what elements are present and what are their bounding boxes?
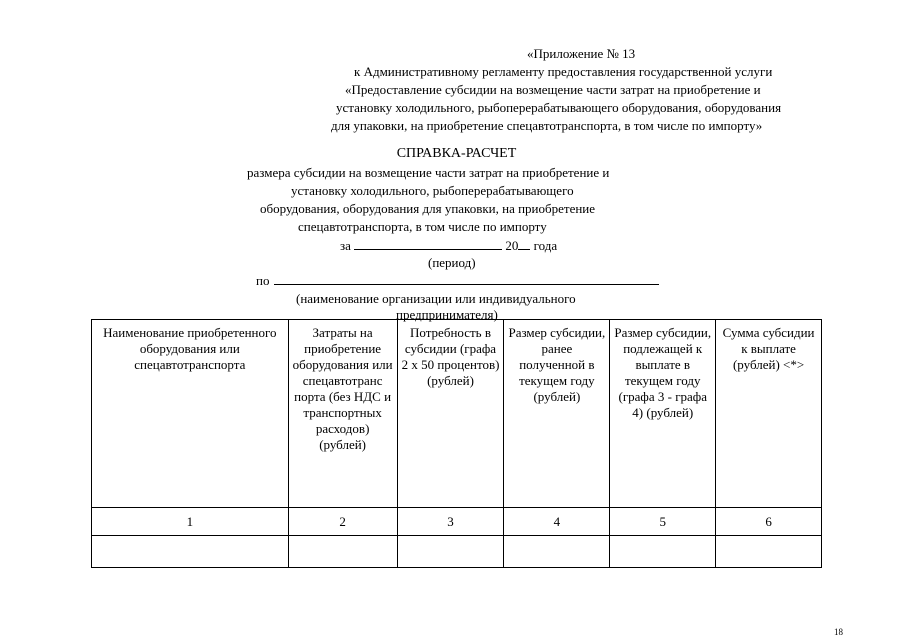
subtitle-line-3: оборудования, оборудования для упаковки, на приобретение	[260, 201, 596, 216]
period-za-label: за	[340, 238, 351, 253]
header-subsidy-to-pay: Размер субсидии, подлежащей к выплате в текущем году (графа 3 - графа 4) (рублей)	[610, 320, 716, 508]
annex-line-service-2: установку холодильного, рыбоперерабатывающего оборудования, оборудования	[336, 100, 782, 115]
header-subsidy-need: Потребность в субсидии (графа 2 x 50 процентов) (рублей)	[397, 320, 504, 508]
subtitle-line-1: размера субсидии на возмещение части затрат на приобретение и	[247, 165, 610, 180]
subtitle-line-2: установку холодильного, рыбоперерабатывающего	[291, 183, 574, 198]
table-cell[interactable]	[716, 536, 822, 568]
calculation-table	[91, 319, 822, 568]
column-number: 3	[397, 508, 504, 536]
table-cell[interactable]	[92, 536, 289, 568]
header-equipment-name: Наименование приобретенного оборудования или спецавтотранспорта	[92, 320, 289, 508]
header-costs: Затраты на приобретение оборудования или спецавтотранс порта (без НДС и транспортных расходов) (рублей)	[288, 320, 397, 508]
column-number: 6	[716, 508, 822, 536]
period-year-prefix: 20	[505, 238, 519, 253]
annex-line-service-3: для упаковки, на приобретение спецавтотранспорта, в том числе по импорту»	[331, 118, 763, 133]
annex-title: «Приложение № 13	[527, 46, 636, 61]
header-subsidy-received: Размер субсидии, ранее полученной в текущем году (рублей)	[504, 320, 610, 508]
column-number: 2	[288, 508, 397, 536]
table-column-numbers-row	[92, 508, 822, 536]
document-title: СПРАВКА-РАСЧЕТ	[396, 146, 517, 161]
organization-blank[interactable]	[274, 284, 659, 285]
period-caption: (период)	[428, 255, 476, 270]
table-cell[interactable]	[288, 536, 397, 568]
table-header-row	[92, 320, 822, 508]
subtitle-line-4: спецавтотранспорта, в том числе по импорту	[298, 219, 547, 234]
year-blank[interactable]	[518, 236, 530, 250]
table-cell[interactable]	[610, 536, 716, 568]
header-subsidy-sum: Сумма субсидии к выплате (рублей) <*>	[716, 320, 822, 508]
column-number: 4	[504, 508, 610, 536]
page-number: 18	[834, 627, 843, 637]
organization-caption-2: предпринимателя)	[396, 307, 498, 322]
organization-po-label: по	[256, 273, 270, 288]
annex-line-regulation: к Административному регламенту предоставления государственной услуги	[354, 64, 773, 79]
period-blank[interactable]	[354, 236, 502, 250]
table-row	[92, 536, 822, 568]
table-cell[interactable]	[504, 536, 610, 568]
column-number: 1	[92, 508, 289, 536]
period-line	[340, 236, 557, 255]
annex-line-service-1: «Предоставление субсидии на возмещение части затрат на приобретение и	[345, 82, 761, 97]
organization-caption-1: (наименование организации или индивидуального	[296, 291, 576, 306]
period-year-suffix: года	[533, 238, 558, 253]
column-number: 5	[610, 508, 716, 536]
table-cell[interactable]	[397, 536, 504, 568]
